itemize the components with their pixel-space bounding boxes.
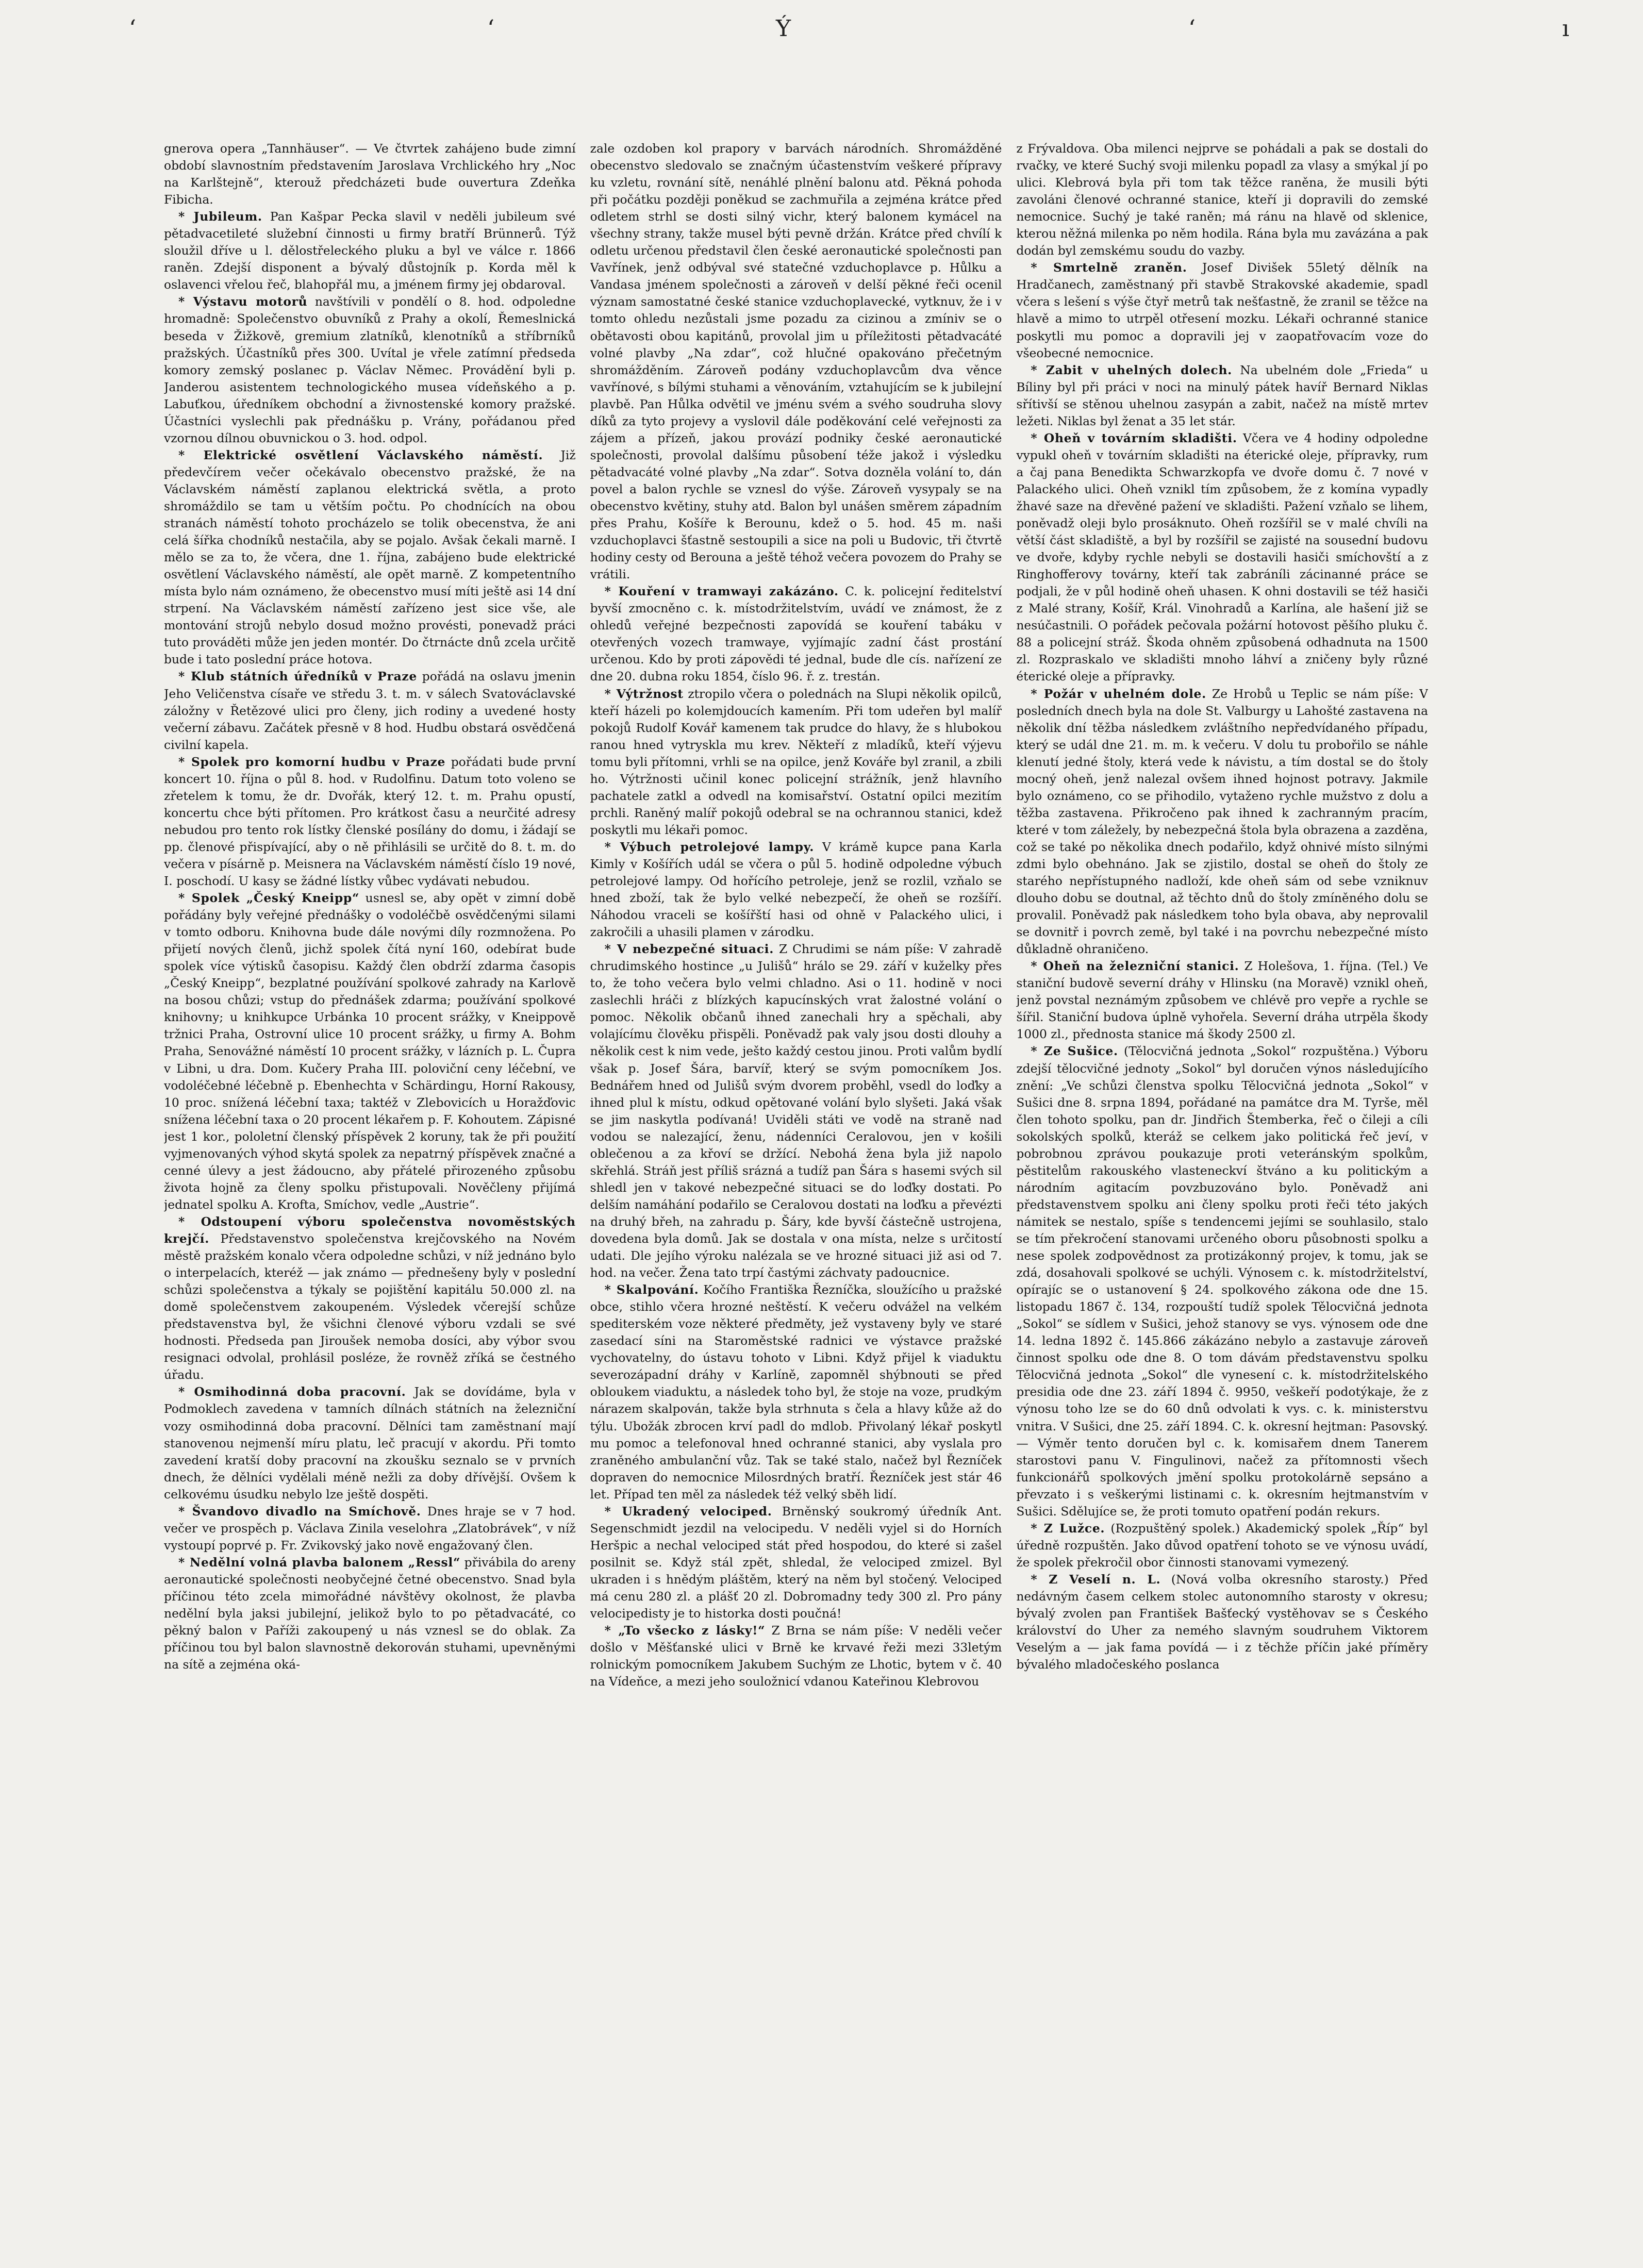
article-heading: * Odstoupení výboru společenstva novoměstských krejčí. [164, 1214, 576, 1246]
article-heading: * Oheň v továrním skladišti. [1031, 430, 1237, 445]
article [1016, 958, 1428, 1043]
article-body: Josef Divišek 55letý dělník na Hradčanech, zaměstnaný při stavbě Strakovské akademie, spadl včera s lešení s výše čtyř metrů tak nešťastně, že zranil se těžce na hlavě a mimo to utrpěl otřesení mozku. Lékaři ochranné stanice poskytli mu pomoc a dopravili jej v zaopatřovacím voze do všeobecné nemocnice. [1016, 260, 1429, 360]
article-heading: * Zabit v uhelných dolech. [1031, 362, 1233, 377]
article-heading: * Spolek „Český Kneipp“ [178, 891, 360, 906]
article [590, 839, 1002, 941]
article [590, 583, 1002, 685]
article [164, 1503, 576, 1554]
article [1016, 1043, 1428, 1520]
article [1016, 686, 1428, 958]
newspaper-page [164, 140, 1428, 2217]
article [1016, 140, 1428, 259]
column-left [164, 140, 576, 2217]
article-body: (Rozpuštěný spolek.) Akademický spolek „Říp“ byl úředně rozpuštěn. Jako důvod opatření tohoto se ve výnosu uvádí, že spolek překročil obor činnosti stanovami vymezený. [1016, 1521, 1429, 1570]
article-body: pořádá na oslavu jmenin Jeho Veličenstva císaře ve středu 3. t. m. v sálech Svatováclavské záložny v Řetězové ulici pro členy, jich rodiny a uvedené hosty večerní zábavu. Začátek přesně v 8 hod. Hudbu obstará osvědčená civilní kapela. [164, 669, 576, 752]
article [1016, 1520, 1428, 1571]
article [164, 293, 576, 446]
article [590, 941, 1002, 1281]
article-body: z Frývaldova. Oba milenci nejprve se pohádali a pak se dostali do rvačky, ve které Suchý svoji milenku popadl za vlasy a smýkal jí po ulici. Klebrová byla při tom tak těžce raněna, že musili býti zavoláni členové ochranné stanice, kteří ji dopravili do zemské nemocnice. Suchý je také raněn; má ránu na hlavě od sklenice, kterou něžná milenka po něm hodila. Rána byla mu zavázána a pak dodán byl zemskému soudu do vazby. [1016, 141, 1429, 258]
article-heading: * Elektrické osvětlení Václavského náměstí. [178, 447, 543, 462]
article-body: ztropilo včera o polednách na Slupi několik opilců, kteří házeli po kolemjdoucích kamením. Při tom udeřen byl malíř pokojů Rudolf Kovář kamenem tak prudce do hlavy, že s hlubokou ranou hned vytryskla mu krev. Někteří z mladíků, kteří výjevu tomu byli přítomni, vrhli se na opilce, jenž Kováře byl zranil, a zbili ho. Výtržnosti učinil konec policejní strážník, jenž hlavního pachatele zatkl a odvedl na komisařství. Ostatní opilci mezitím prchli. Raněný malíř pokojů odebral se na ochrannou stanici, kdež poskytli mu lékaři pomoc. [590, 686, 1002, 837]
article-heading: * Z Veselí n. L. [1031, 1572, 1161, 1587]
article-body: Kočího Františka Řezníčka, sloužícího u pražské obce, stihlo včera hrozné neštěstí. K večeru odvážel na velkém spediterském voze některé předměty, jež vystaveny byly ve staré zasedací síni na Staroměstské radnici ve výstavce pražské vychovatelny, do ústavu tohoto v Libni. Když přijel k viaduktu severozápadní dráhy v Karlíně, zapomněl shýbnouti se před obloukem viaduktu, a následek toho byl, že stoje na voze, prudkým nárazem skalpován, takže byla strhnuta s čela a hlavy kůže až do týlu. Ubožák zbrocen krví padl do mdlob. Přivolaný lékař poskytl mu pomoc a telefonoval hned ochranné stanici, aby vyslala pro zraněného ambulanční vůz. Tak se také stalo, načež byl Řezníček dopraven do nemocnice Milosrdných bratří. Řezníček jest stár 46 let. Případ ten měl za následek též velký sběh lidí. [590, 1282, 1002, 1502]
column-right [1016, 140, 1428, 2217]
article-heading: * Klub státních úředníků v Praze [178, 669, 417, 684]
article-heading: * Z Lužce. [1031, 1521, 1105, 1536]
article-body: Představenstvo společenstva krejčovského na Novém městě pražském konalo včera odpoledne schůzi, v níž jednáno bylo o interpelacích, kteréž — jak známo — přednešeny byly v poslední schůzi společenstva a týkaly se pojištění kapitálu 50.000 zl. na domě společenstvem zakoupeném. Výsledek včerejší schůze představenstva byl, že všichni členové výboru vzdali se své hodnosti. Předseda pan Jiroušek nemoba dosíci, aby výbor svou resignaci odvolal, prohlásil posléze, že rovněž zříká se čestného úřadu. [164, 1231, 576, 1382]
article [164, 1554, 576, 1673]
article-body: C. k. policejní ředitelství byvší zmocněno c. k. místodržitelstvím, uvádí ve známost, že z ohledů veřejné bezpečnosti zapovídá se kouření tabáku v otevřených vozech tramwaye, vyjímajíc zadní část prostání určenou. Kdo by proti zápovědi té jednal, bude dle cís. nařízení ze dne 20. dubna roku 1854, číslo 96. ř. z. trestán. [590, 584, 1002, 684]
article-heading: * Požár v uhelném dole. [1031, 686, 1206, 701]
article-heading: * Výstavu motorů [178, 294, 308, 309]
article-heading: * Ukradený velociped. [604, 1504, 772, 1519]
article-body: pořádati bude první koncert 10. října o půl 8. hod. v Rudolfinu. Datum toto voleno se zřetelem k tomu, že dr. Dvořák, který 12. t. m. Prahu opustí, koncertu chce býti přítomen. Pro krátkost času a neurčité adresy nebudou pro tento rok lístky členské posílány do domu, i žádají se pp. členové přispívající, aby o ně přihlásili se určitě do 8. t. m. do večera v písárně p. Meisnera na Václavském náměstí číslo 19 nové, I. poschodí. U kasy se žádné lístky vůbec vydávati nebudou. [164, 754, 576, 889]
article-body: Jak se dovídáme, byla v Podmoklech zavedena v tamních dílnách státních na železniční vozy osmihodinná doba pracovní. Dělníci tam zaměstnaní mají stanovenou nejmenší míru platu, leč pracují v akordu. Při tomto zavedení kratší doby pracovní na zkoušku seznalo se v prvních dnech, že dělníci vydělali méně nežli za doby dřívější. Ovšem k celkovému úsudku nebylo lze ještě dospěti. [164, 1385, 576, 1502]
article-body: Z Brna se nám píše: V neděli večer došlo v Měšťanské ulici v Brně ke krvavé řeži mezi 33letým rolnickým pomocníkem Jakubem Suchým ze Lhotic, bytem v č. 40 na Vídeňce, a mezi jeho souložnicí vdanou Kateřinou Klebrovou [590, 1623, 1002, 1689]
article-heading: * Nedělní volná plavba balonem „Ressl“ [178, 1555, 461, 1570]
scan-mark: ʻ [129, 15, 136, 42]
article-heading: * Osmihodinná doba pracovní. [178, 1385, 406, 1399]
column-middle [590, 140, 1002, 2217]
article [164, 668, 576, 753]
article-body: Pan Kašpar Pecka slavil v neděli jubileum své pětadvacetileté služební činnosti u firmy bratří Brünnerů. Týž sloužil dříve u l. dělostřeleckého pluku a byl ve válce r. 1866 raněn. Zdejší disponent a bývalý důstojník p. Korda měl k oslavenci vřelou řeč, blahopřál mu, a jménem firmy jej obdaroval. [164, 209, 576, 292]
article-body: gnerova opera „Tannhäuser“. — Ve čtvrtek zahájeno bude zimní období slavnostním představením Jaroslava Vrchlického hry „Noc na Karlštejně“, kterouž předcházeti bude ouvertura Zdeňka Fibicha. [164, 141, 576, 207]
article [164, 1213, 576, 1383]
article [1016, 430, 1428, 686]
article [164, 754, 576, 890]
article-heading: * „To všecko z lásky!“ [604, 1623, 766, 1638]
article-heading: * Ze Sušice. [1031, 1044, 1118, 1059]
article-body: (Nová volba okresního starosty.) Před nedávným časem celkem stolec autonomního starosty v okresu; bývalý zvolen pan František Bašťecký vystěhovav se s Českého království do Uher za nemého slavným soudruhem Viktorem Veselým a — jak fama povídá — i z těchže příčin jaké příměry bývalého mladočeského poslanca [1016, 1572, 1429, 1672]
top-scan-marks [0, 15, 1643, 46]
article [164, 447, 576, 669]
article-body: Z Holešova, 1. října. (Tel.) Ve staniční budově severní dráhy v Hlinsku (na Moravě) vznikl oheň, jenž povstal neznámým způsobem ve chlévě pro vepře a rychle se šířil. Staniční budova úplně vyhořela. Severní dráha utrpěla škody 1000 zl., přednosta stanice má škody 2500 zl. [1016, 959, 1429, 1042]
article-heading: * Jubileum. [178, 209, 262, 224]
article-heading: * Skalpování. [604, 1282, 699, 1297]
article [590, 686, 1002, 839]
article [1016, 362, 1428, 430]
article-heading: * V nebezpečné situaci. [604, 942, 774, 957]
article-body: Dnes hraje se v 7 hod. večer ve prospěch p. Václava Zinila veselohra „Zlatobrávek“, v níž vystoupí poprvé p. Fr. Zvikovský jako nově engažovaný člen. [164, 1504, 576, 1553]
article-heading: * Oheň na železniční stanici. [1031, 959, 1239, 974]
article [590, 1281, 1002, 1503]
article-heading: * Výbuch petrolejové lampy. [604, 839, 815, 854]
article-heading: * Kouření v tramwayi zakázáno. [604, 584, 839, 599]
article [1016, 1571, 1428, 1673]
article-body: V krámě kupce pana Karla Kimly v Košířích udál se včera o půl 5. hodině odpoledne výbuch petrolejové lampy. Od hořícího petroleje, jenž se rozlil, vzňalo se hned zboží, tak že bylo velké nebezpečí, že oheň se rozšíří. Náhodou vraceli se košířští hasi od ohně v Palackého ulici, i zakročili a uhasili plamen v zárodku. [590, 839, 1002, 940]
article-heading: * Výtržnost [604, 686, 684, 701]
article-body: zale ozdoben kol prapory v barvách národních. Shromážděné obecenstvo sledovalo se značným účastenstvím veškeré přípravy ku vzletu, rovnání sítě, nenáhlé plnění balonu atd. Pěkná pohoda při počátku později poněkud se zachmuřila a zejména krátce před odletem strhl se dosti silný vichr, který balonem kymácel na všechny strany, takže musel býti pevně držán. Krátce před chvílí k odletu určenou představil člen české aeronautické společnosti pan Vavřínek, jenž odbýval své statečné vzduchoplavce p. Hůlku a Vandasa jménem společnosti a zároveň v delší pěkné řeči ocenil význam samostatné české stanice vzduchoplavecké, vytknuv, že i v tomto ohledu nezůstali jsme pozadu za cizinou a zmíniv se o obětavosti obou kapitánů, provolal jim u příležitosti pětadvacáté volné plavby „Na zdar“, což hlučné opakováno přečetným shromážděním. Zároveň podány vzduchoplavcům dva věnce vavřínové, s bílými stuhami a věnováním, vztahujícím se k jubilejní plavbě. Pan Hůlka odvětil ve jménu svém a svého soudruha slovy díků za tyto projevy a vyslovil dále poděkování celé veřejnosti za zájem a přízeň, jakou provází podniky české aeronautické společnosti, provolal dalšímu působení téže jakož i výsledku pětadvacáté volné plavby „Na zdar“. Sotva dozněla volání to, dán povel a balon rychle se vznesl do výše. Zároveň vysypaly se na obecenstvo květiny, stuhy atd. Balon byl unášen směrem západním přes Prahu, Košíře k Berounu, kdež o 5. hod. 45 m. naši vzduchoplavci šťastně sestoupili a sice na poli u Budovic, tři čtvrtě hodiny cesty od Berouna a ještě téhož večera povozem do Prahy se vrátili. [590, 141, 1002, 582]
article [590, 1622, 1002, 1690]
article-heading: * Smrtelně zraněn. [1031, 260, 1187, 275]
article-body: Z Chrudimi se nám píše: V zahradě chrudimského hostince „u Julišů“ hrálo se 29. září v kuželky přes to, že toho večera bylo velmi chladno. Asi o 11. hodině v noci zaslechli hráči z blízkých kapucínských vrat žalostné volání o pomoc. Několik občanů ihned zanechali hry a spěchali, aby volajícímu člověku přispěli. Poněvadž pak valy jsou dosti dlouhy a několik cest k nim vede, ješto každý cestou jinou. Proti valům bydlí však p. Josef Šára, barvíř, který se svým pomocníkem Jos. Bednářem hned od Julišů svým dvorem proběhl, vsedl do loďky a ihned plul k místu, odkud opětované volání bylo slyšeti. Jaká však se jim naskytla podívaná! Uviděli státi ve vodě na straně nad vodou se nalezající, ženu, nádenníci Ceralovou, jen v košili oblečenou a za křoví se držící. Nebohá žena byla již napolo skřehlá. Stráň jest příliš srázná a tudíž pan Šára s hasemi svých sil shledl jen v takové nebezpečné situaci se do loďky dostati. Po delším namáhání podařilo se Ceralovou dostati na loďku a převézti na druhý břeh, na zahradu p. Šáry, kde byvší částečně ustrojena, dovedena byla domů. Jak se dostala v ona místa, nelze s určitostí udati. Dle jejího výroku nalézala se ve hrozné situaci již asi od 7. hod. na večer. Žena tato trpí častými záchvaty padoucnice. [590, 942, 1002, 1280]
article [164, 1383, 576, 1503]
article-body: Včera ve 4 hodiny odpoledne vypukl oheň v továrním skladišti na éterické oleje, přípravky, rum a čaj pana Benedikta Schwarzkopfa ve dvoře domu č. 7 nové v Palackého ulici. Oheň vznikl tím způsobem, že z komína vypadly žhavé saze na dřevěné pažení ve skladišti. Pažení vzňalo se lihem, poněvadž oleji bylo prosáknuto. Oheň rozšířil se v malé chvíli na větší část skladiště, a byl by rozšířil se zajisté na sousední budovu ve dvoře, kdyby rychle nebyli se dostavili hasiči smíchovští a z Ringhofferovy továrny, kteří tak zabráníli zácinanné práce se podjali, že v půl hodině oheň uhasen. K ohni dostavili se též hasiči z Malé strany, Košíř, Král. Vinohradů a Karlína, ale hašení již se nesúčastnili. O pořádek pečovala požární hotovost pěšího pluku č. 88 a policejní stráž. Škoda ohněm způsobená odhadnuta na 1500 zl. Rozpraskalo ve skladišti mnoho láhví a zničeny byly různé éterické oleje a přípravky. [1016, 430, 1429, 684]
article [164, 208, 576, 293]
article-body: Brněnský soukromý úředník Ant. Segenschmidt jezdil na velocipedu. V neděli vyjel si do Horních Heršpic a nechal velociped stát před hospodou, do které si zašel posilnit se. Když stál zpět, shledal, že velociped zmizel. Byl ukraden i s hnědým pláštěm, který na něm byl stočený. Velociped má cenu 280 zl. a plášť 20 zl. Dobromadny tedy 300 zl. Pro pány velocipedisty je to historka dosti poučná! [590, 1504, 1002, 1621]
scan-mark: Ý [776, 15, 791, 42]
article-body: přivábila do areny aeronautické společnosti neobyčejné četné obecenstvo. Snad byla příčinou této zcela mimořádné návštěvy okolnost, že plavba nedělní byla jaksi jubilejní, jelikož bylo to po pětadvacáté, co pěkný balon v Paříži zakoupený u nás vznesl se do oblak. Za příčinou tou byl balon slavnostně dekorován stuhami, upevněnými na sítě a zejména oká- [164, 1555, 576, 1672]
article-body: (Tělocvičná jednota „Sokol“ rozpuštěna.) Výboru zdejší tělocvičné jednoty „Sokol“ byl doručen výnos následujícího znění: „Ve schůzi členstva spolku Tělocvičná jednota „Sokol“ v Sušici dne 8. srpna 1894, pořádané na památce dra M. Tyrše, měl člen tohoto spolku, pan dr. Jindřich Štemberka, řeč o čileji a cíli sokolských spolků, kteráž se celkem jako politická řeč jeví, v pobrobnou zprávou poukazuje proti veteránským spolkům, pěstitelům rakouského vlasteneckví štváno a ku politickým a národním agitacím povzbuzováno bylo. Poněvadž ani představenstvem spolku ani členy spolku proti řeči této jakých námitek se nestalo, spíše s tendencemi jejími se souhlasilo, stalo se tím překročení stanovami určeného oboru působnosti spolku a nese spolek zodpovědnost za protizákonný projev, k tomu, jak se zdá, dosahovali spolkové se uchýli. Výnosem c. k. místodržitelství, opírajíc se o ustanovení § 24. spolkového zákona ode dne 15. listopadu 1867 č. 134, rozpouští tudíž spolek Tělocvičná jednota „Sokol“ se sídlem v Sušici, jehož stanovy se vys. výnosem ode dne 14. ledna 1892 č. 145.866 zákázáno nebylo a zastavuje zároveň činnost spolku ode dne 8. O tom dávám představenstvu spolku Tělocvičná jednota „Sokol“ dle vynesení c. k. místodržitelského presidia ode dne 23. září 1894 č. 9950, veškeří podotýkaje, že z výnosu toho lze se do 60 dnů odvolati k vys. c. k. ministerstvu vnitra. V Sušici, dne 25. září 1894. C. k. okresní hejtman: Pasovský. — Výměr tento doručen byl c. k. komisařem dnem Tanerem starostovi panu V. Fingulinovi, načež za přítomnosti všech funkcionářů spolkových jmění spolku protokolárně sepsáno a převzato i s veškerými listinami c. k. okresním hejtmanstvím v Sušici. Sdělujíce se, že proti tomuto opatření podán rekurs. [1016, 1044, 1429, 1519]
article [590, 140, 1002, 583]
article-body: Již předevčírem večer očekávalo obecenstvo pražské, že na Václavském náměstí zaplanou elektrická světla, a proto shromáždilo se tam u větším počtu. Po chodnících na obou stranách náměstí tohoto procházelo se tolik obecenstva, že ani celá šířka chodníků nestačila, aby se pojalo. Avšak čekali marně. I mělo se za to, že včera, dne 1. října, zabájeno bude elektrické osvětlení Václavského náměstí, ale opět marně. Z kompetentního místa bylo nám oznámeno, že obecenstvo musí míti ještě asi 14 dní strpení. Na Václavském náměstí zařízeno jest sice vše, ale montování strojů nebylo dosud možno provésti, ponevadž práci tuto prováděti může jen jeden montér. Do čtrnácte dnů zcela určitě bude i tato poslední práce hotova. [164, 447, 576, 667]
article-body: Na ubelném dole „Frieda“ u Bíliny byl při práci v noci na minulý pátek havíř Bernard Niklas sřítivší se stěnou uhelnou zasypán a zabit, načež na místě mrtev ležeti. Niklas byl ženat a 35 let stár. [1016, 362, 1429, 428]
article-body: usnesl se, aby opět v zimní době pořádány byly veřejné přednášky o vodoléčbě osvědčenými silami v tomto odboru. Knihovna bude dále novými díly rozmnožena. Po přijetí nových členů, jichž spolek čítá nyní 160, odebírat bude spolek více výtisků časopisu. Každý člen obdrží zdarma časopis „Český Kneipp“, bezplatné používání spolkové zahrady na Karlově na bosou chůzi; vstup do přednášek zdarma; používání spolkové knihovny; u knihkupce Urbánka 10 procent srážky, v Kneippově tržnici Praha, Ostrovní ulice 10 procent srážky, u firmy A. Bohm Praha, Senovážné náměstí 10 procent srážky, v lázních p. L. Čupra v Libni, u dra. Dom. Kučery Praha III. poloviční ceny léčební, ve vodoléčebné léčebně p. Ebenhechta v Schärdingu, Horní Rakousy, 10 proc. snížená léčební taxa; taktéž v Zlebovicích u Horažďovic snížena léčební taxa o 20 procent lékařem p. F. Kohoutem. Zápisné jest 1 kor., pololetní členský příspěvek 2 koruny, tak že při použití vyjmenovaných výhod skytá spolek za nepatrný příspěvek značné a cenné úlevy a jest žádoucno, aby přátelé přirozeného způsobu života hojně za členy spolku přistupovali. Nověčleny přijímá jednatel spolku A. Krofta, Smíchov, vedle „Austrie“. [164, 891, 576, 1212]
article [164, 890, 576, 1213]
scan-mark: ʻ [487, 15, 494, 42]
article-heading: * Švandovo divadlo na Smíchově. [178, 1504, 421, 1519]
scan-mark: ı [1562, 15, 1570, 42]
article [164, 140, 576, 208]
article-heading: * Spolek pro komorní hudbu v Praze [178, 754, 446, 769]
article-body: Ze Hrobů u Teplic se nám píše: V posledních dnech byla na dole St. Valburgy u Lahošté zastavena na několik dní těžba následkem zvláštního nepředvídaného případu, který se udál dne 21. m. m. k večeru. V dolu tu probořilo se náhle klenutí jedné štoly, která vede k návistu, a tím dostal se do štoly mocný oheň, jenž nalezal ovšem ihned hojnost potravy. Jakmile bylo oznámeno, co se přihodilo, vytaženo rychle mužstvo z dolu a těžba zastavena. Přikročeno pak ihned k zachranným pracím, které v tom záležely, by nebezpečná štola byla obrazena a zazděna, což se také po několika dnech podařilo, když ohnivé místo silnými zdmi bylo obehnáno. Jak se zjistilo, dostal se oheň do štoly ze starého nepřístupného nadloží, kde oheň sám od sebe vzniknuv dlouho dobu se doutnal, až těchto dnů do štoly zmíněného dolu se provalil. Poněvadž pak následkem toho byla obava, aby neprovalil se dovnitř i povrch země, byl také i na povrchu nebezpečné místo důkladně ohraničeno. [1016, 686, 1429, 957]
article [1016, 259, 1428, 361]
scan-mark: ʻ [1188, 15, 1196, 42]
article [590, 1503, 1002, 1622]
article-body: navštívili v pondělí o 8. hod. odpoledne hromadně: Společenstvo obuvníků z Prahy a okolí, Řemeslnická beseda v Žižkově, gremium zlatníků, klenotníků a stříbrníků pražských. Účastníků přes 300. Uvítal je vřele zatímní předseda komory zemský poslanec p. Václav Němec. Provádění byli p. Janderou asistentem technologického musea vídeňského a p. Labuťkou, úředníkem obchodní a živnostenské komory pražské. Účastníci vyslechli pak přednášku p. Vrány, pořádanou před vzornou dílnou obuvnickou o 3. hod. odpol. [164, 294, 576, 445]
